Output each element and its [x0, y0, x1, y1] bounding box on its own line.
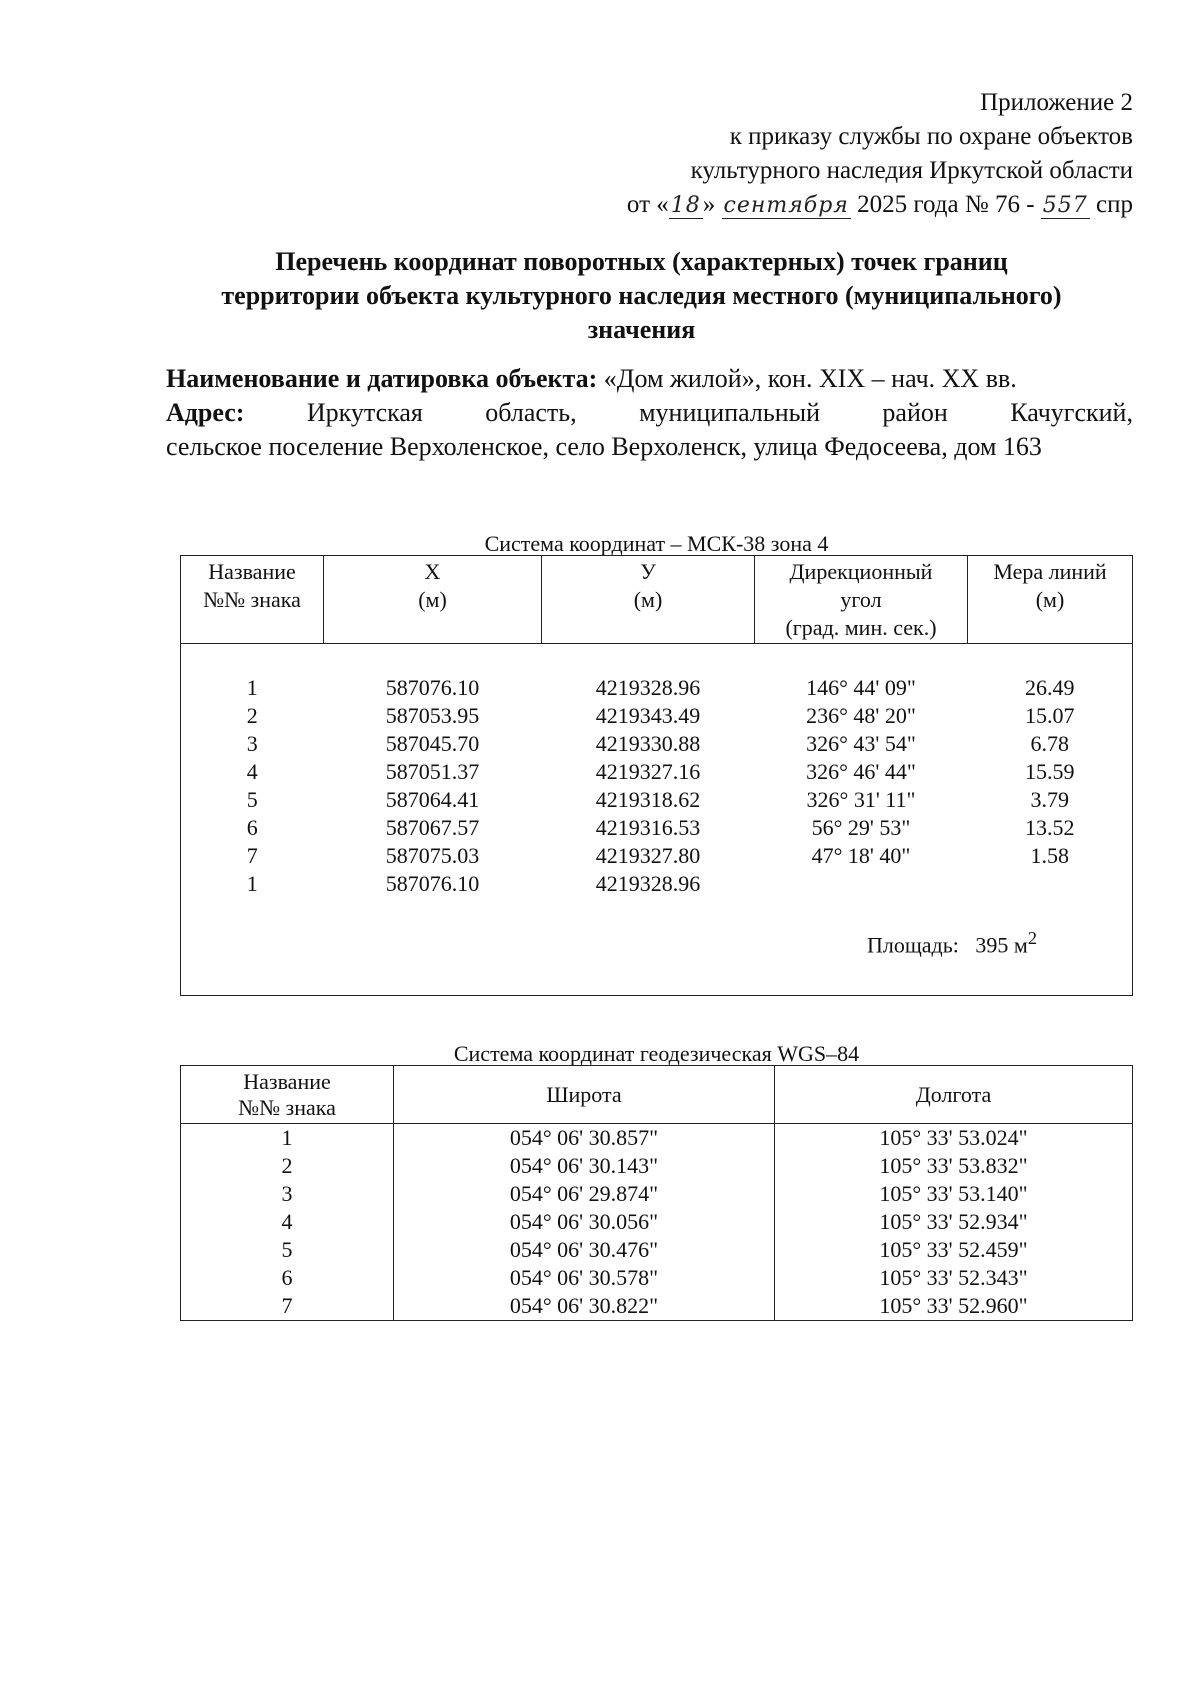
table-row: 7 054° 06' 30.822" 105° 33' 52.960": [181, 1292, 1133, 1321]
title-line-2: территории объекта культурного наследия местного (муниципального): [221, 281, 1062, 310]
table-row: 2 587053.95 4219343.49 236° 48' 20" 15.07: [246, 703, 1075, 728]
table-header-row: [181, 556, 1133, 644]
address-word: район: [882, 398, 948, 427]
area-unit-superscript: 2: [1027, 928, 1037, 948]
area-label: Площадь:: [866, 932, 959, 958]
header-point-name: Название №№ знака: [181, 556, 324, 644]
table-row: 1 587076.10 4219328.96: [246, 871, 701, 896]
object-name-value: «Дом жилой», кон. XIX – нач. XX вв.: [597, 364, 1017, 393]
table-row: 6 054° 06' 30.578" 105° 33' 52.343": [181, 1264, 1133, 1292]
table-row: 5 587064.41 4219318.62 326° 31' 11" 3.79: [246, 787, 1069, 812]
address-line-2: сельское поселение Верхоленское, село Верхоленск, улица Федосеева, дом 163: [166, 432, 1042, 461]
msk-coordinates-table: [180, 555, 1133, 996]
address-word: Иркутская: [306, 398, 423, 427]
object-name-line: [166, 362, 1133, 396]
address-word: муниципальный: [639, 398, 820, 427]
area-cell: [181, 898, 1133, 996]
handwritten-day: 18: [670, 193, 701, 218]
area-value: 395 м: [975, 932, 1028, 958]
order-suffix: спр: [1089, 191, 1133, 218]
wgs-table-caption: Система координат геодезическая WGS–84: [453, 1041, 860, 1066]
header-x: Х (м): [324, 556, 542, 644]
header-latitude: Широта: [394, 1066, 775, 1124]
header-direction-angle: Дирекционный угол (град. мин. сек.): [755, 556, 968, 644]
address-word: область,: [485, 398, 577, 427]
address-line-1: [166, 396, 1133, 430]
header-line-length: Мера линий (м): [968, 556, 1133, 644]
table-row: 3 587045.70 4219330.88 326° 43' 54" 6.78: [246, 731, 1069, 756]
date-mid: »: [702, 191, 722, 218]
document-header: [627, 86, 1133, 223]
order-date-line: [627, 188, 1133, 223]
table-row: 1 054° 06' 30.857" 105° 33' 53.024": [181, 1124, 1133, 1153]
order-reference-line: к приказу службы по охране объектов: [729, 123, 1133, 150]
title-line-1: Перечень координат поворотных (характерных) точек границ: [275, 247, 1008, 276]
table-row: 3 054° 06' 29.874" 105° 33' 53.140": [181, 1180, 1133, 1208]
date-prefix: от «: [626, 191, 669, 218]
appendix-label: Приложение 2: [980, 89, 1133, 116]
table-row: 4 054° 06' 30.056" 105° 33' 52.934": [181, 1208, 1133, 1236]
table-row: 6 587067.57 4219316.53 56° 29' 53" 13.52: [246, 815, 1075, 840]
table-row: 2 054° 06' 30.143" 105° 33' 53.832": [181, 1152, 1133, 1180]
year-and-number: 2025 года № 76 -: [857, 191, 1041, 218]
handwritten-order-number: 557: [1042, 193, 1088, 218]
table-row: 4 587051.37 4219327.16 326° 46' 44" 15.59: [246, 759, 1075, 784]
object-name-label: Наименование и датировка объекта:: [166, 364, 598, 393]
table-row: 5 054° 06' 30.476" 105° 33' 52.459": [181, 1236, 1133, 1264]
title-line-3: значения: [587, 315, 696, 344]
table-row: 7 587075.03 4219327.80 47° 18' 40" 1.58: [246, 843, 1069, 868]
area-row: [181, 898, 1133, 996]
header-longitude: Долгота: [775, 1066, 1133, 1124]
header-point-name: Название №№ знака: [181, 1066, 394, 1124]
table-row: 1 587076.10 4219328.96 146° 44' 09" 26.49: [246, 675, 1075, 700]
object-info: [166, 362, 1133, 464]
handwritten-month: сентября: [723, 193, 849, 218]
table-header-row: [181, 1066, 1133, 1124]
address-label: Адрес:: [166, 398, 245, 427]
header-y: У (м): [542, 556, 755, 644]
msk-table-caption: Система координат – МСК-38 зона 4: [484, 531, 829, 556]
wgs-coordinates-table: [180, 1065, 1133, 1321]
address-word: Качугский,: [1010, 398, 1133, 427]
agency-line: культурного наследия Иркутской области: [690, 157, 1133, 184]
document-title: [150, 245, 1133, 347]
